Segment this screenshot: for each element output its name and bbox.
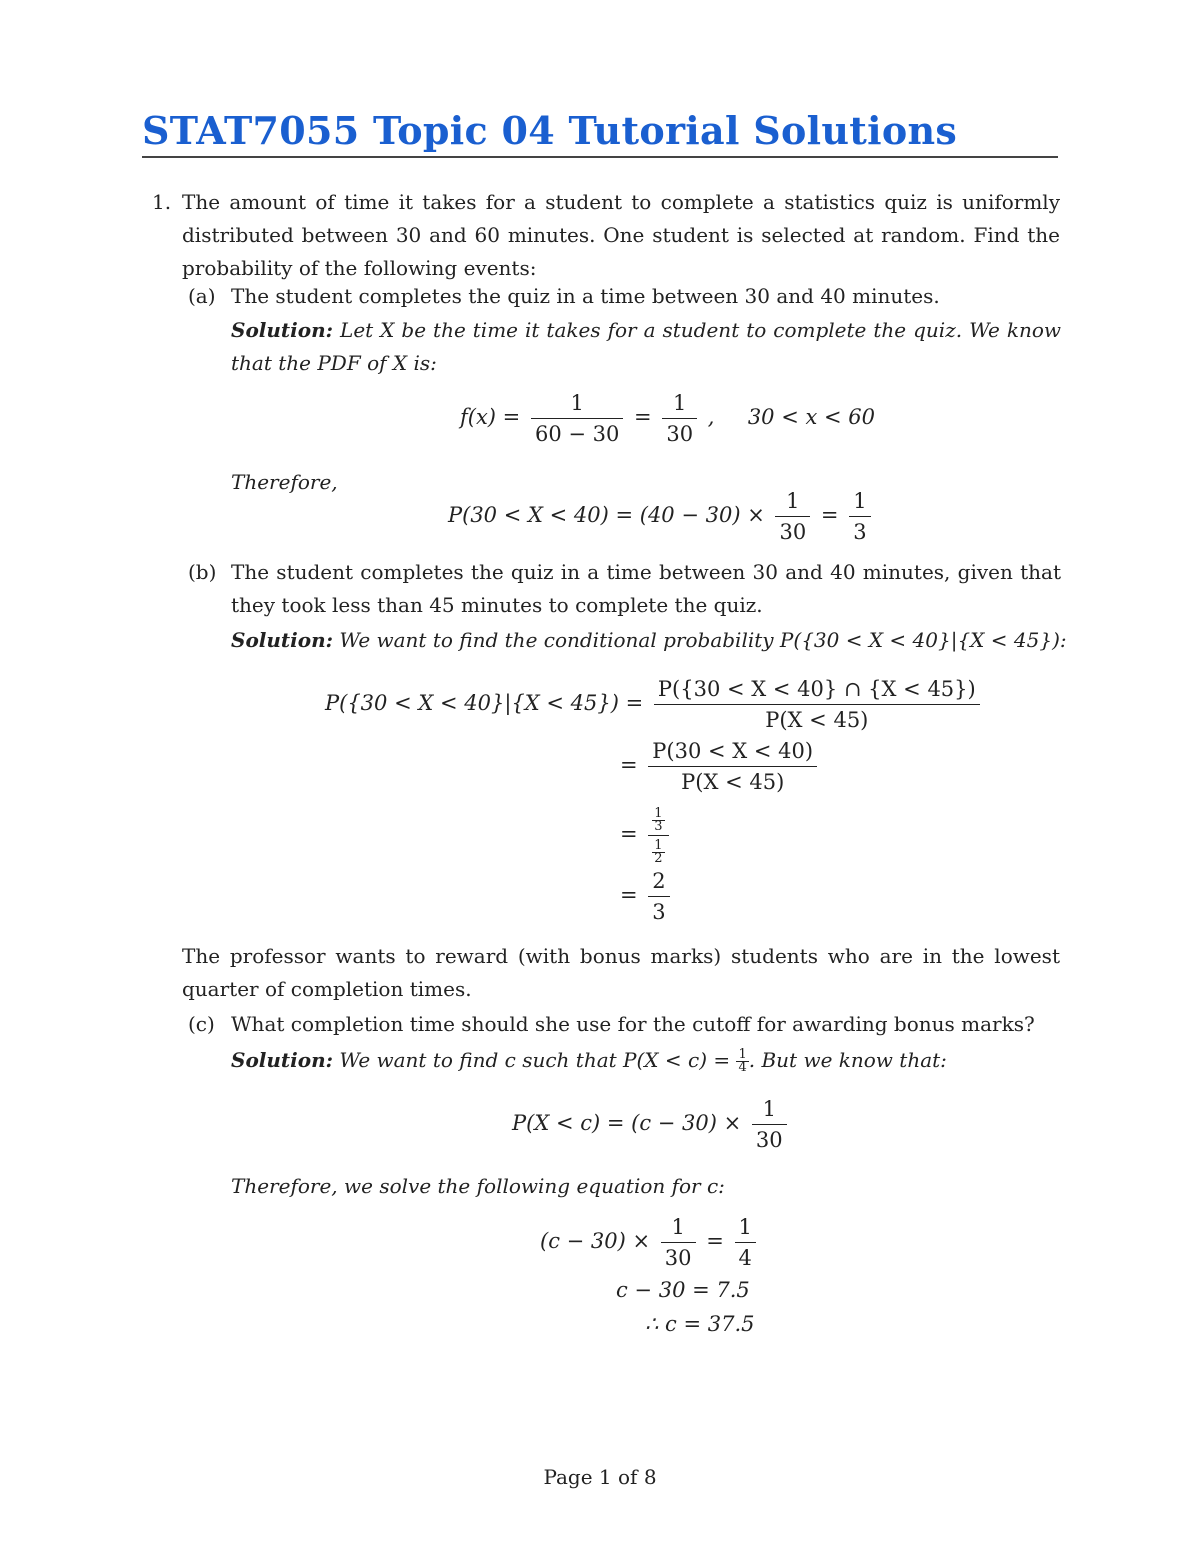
solution-label: Solution: (231, 318, 334, 342)
solve-eq-line1: (c − 30) × $\frac{1}{30}$ = $\frac{1}{4}$ (540, 1214, 760, 1271)
solution-text: Let X be the time it takes for a student to complete the quiz. We know that the PDF of X is: (231, 318, 1061, 375)
question-text: The amount of time it takes for a student to complete a statistics quiz is uniformly distributed between 30 and 60 minutes. One student is selected at random. Find the probability of the following events: (182, 190, 1060, 280)
part-b-solution: Solution: We want to find the conditional probability P({30 < X < 40}|{X < 45}): (231, 628, 1067, 652)
therefore-c: Therefore, we solve the following equation for c: (231, 1174, 725, 1198)
part-a-solution (231, 314, 1061, 380)
pdf-equation: f(x) = $\frac{1}{60 - 30}$ = $\frac{1}{30}$ , 30 < x < 60 (460, 391, 875, 446)
question-number: 1. (152, 190, 172, 214)
part-b-label: (b) (188, 560, 217, 584)
conditional-eq-line2: = $\frac{P(30 < X < 40)}{P(X < 45)}$ (620, 738, 821, 795)
conditional-eq-line4: = $\frac{2}{3}$ (620, 868, 674, 925)
part-c-question: What completion time should she use for the cutoff for awarding bonus marks? (231, 1012, 1035, 1036)
part-c-solution: Solution: We want to find c such that P(X < c) = $\frac{1}{4}$ . But we know that: (231, 1047, 947, 1075)
solve-eq-line3: ∴ c = 37.5 (645, 1312, 755, 1336)
cdf-equation: P(X < c) = (c − 30) × $\frac{1}{30}$ (512, 1096, 791, 1153)
fraction: $\frac{1}{60 - 30}$ (531, 390, 623, 447)
part-a-question: The student completes the quiz in a time between 30 and 40 minutes. (231, 284, 940, 308)
part-b-question: The student completes the quiz in a time between 30 and 40 minutes, given that they took less than 45 minutes to complete the quiz. (231, 560, 1061, 617)
eq-lhs: f(x) = (460, 405, 521, 429)
conditional-eq-line1: P({30 < X < 40}|{X < 45}) = $\frac{P(\{30 < X < 40\} \cap \{X < 45\})}{P(X < 45)}$ (325, 676, 984, 733)
part-c-label: (c) (188, 1012, 215, 1036)
quarter-fraction: $\frac{1}{4}$ (738, 1047, 747, 1075)
fraction: $\frac{1}{30}$ (662, 390, 697, 447)
conditional-eq-line3: = $\frac{\frac{1}{3}}{\frac{1}{2}}$ (620, 806, 673, 865)
title-rule (142, 156, 1058, 158)
prob-equation: P(30 < X < 40) = (40 − 30) × $\frac{1}{30}$ = $\frac{1}{3}$ (448, 488, 875, 545)
page-title: STAT7055 Topic 04 Tutorial Solutions (142, 108, 958, 153)
page-footer: Page 1 of 8 (543, 1465, 657, 1489)
solve-eq-line2: c − 30 = 7.5 (616, 1278, 750, 1302)
interlude-text: The professor wants to reward (with bonus marks) students who are in the lowest quarter of completion times. (182, 944, 1060, 1001)
therefore-a: Therefore, (231, 470, 338, 494)
part-a-label: (a) (188, 284, 216, 308)
